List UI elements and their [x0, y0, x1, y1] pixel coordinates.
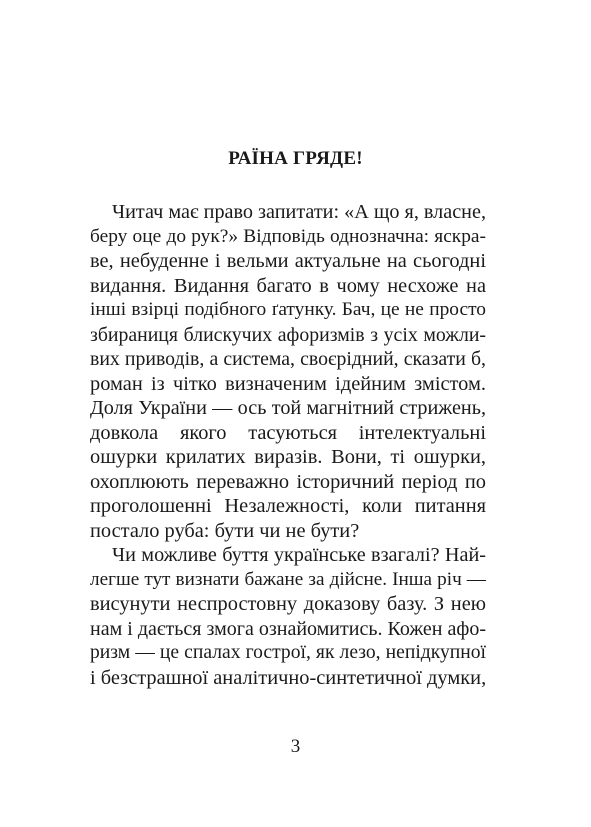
text-line: і безстрашної аналітично-синтетичної думки,	[90, 666, 487, 689]
text-line: роман із чітко визначеним ідейним змістом.	[90, 372, 486, 395]
text-line: Чи можливе буття українське взагалі? Най-	[112, 544, 486, 566]
text-line: Доля України — ось той магнітний стрижень,	[90, 397, 486, 419]
text-line: довкола якого тасуються інтелектуальні	[90, 421, 486, 444]
text-line: ве, небуденне і вельми актуальне на сьогодні	[90, 250, 486, 272]
text-line: ризм — це спалах гострої, як лезо, непідкупної	[90, 642, 486, 663]
text-line: інші взірці подібного ґатунку. Бач, це не просто	[90, 299, 486, 320]
text-line: ошурки крилатих виразів. Вони, ті ошурки,	[90, 446, 486, 468]
text-line: висунути неспростовну доказову базу. З нею	[90, 593, 486, 615]
text-line: легше тут визнати бажане за дійсне. Інша річ —	[90, 568, 486, 590]
text-line: збираниця блискучих афоризмів з усіх можли-	[90, 323, 486, 346]
text-line: Читач має право запитати: «А що я, власне,	[112, 201, 486, 223]
page-number: 3	[290, 736, 301, 757]
chapter-title: РАЇНА ГРЯДЕ!	[228, 148, 363, 169]
text-line: вих приводів, а система, своєрідний, сказати б,	[90, 348, 486, 370]
body-text	[90, 200, 486, 690]
text-line: видання. Видання багато в чому несхоже на	[90, 274, 486, 297]
text-line: охоплюють переважно історичний період по	[90, 470, 486, 493]
text-line: нам і дається змога ознайомитись. Кожен афо-	[90, 617, 486, 640]
text-line: беру оце до рук?» Відповідь однозначна: яскра-	[90, 225, 486, 247]
text-line: постало руба: бути чи не бути?	[90, 519, 360, 542]
text-line: проголошенні Незалежності, коли питання	[90, 495, 486, 517]
